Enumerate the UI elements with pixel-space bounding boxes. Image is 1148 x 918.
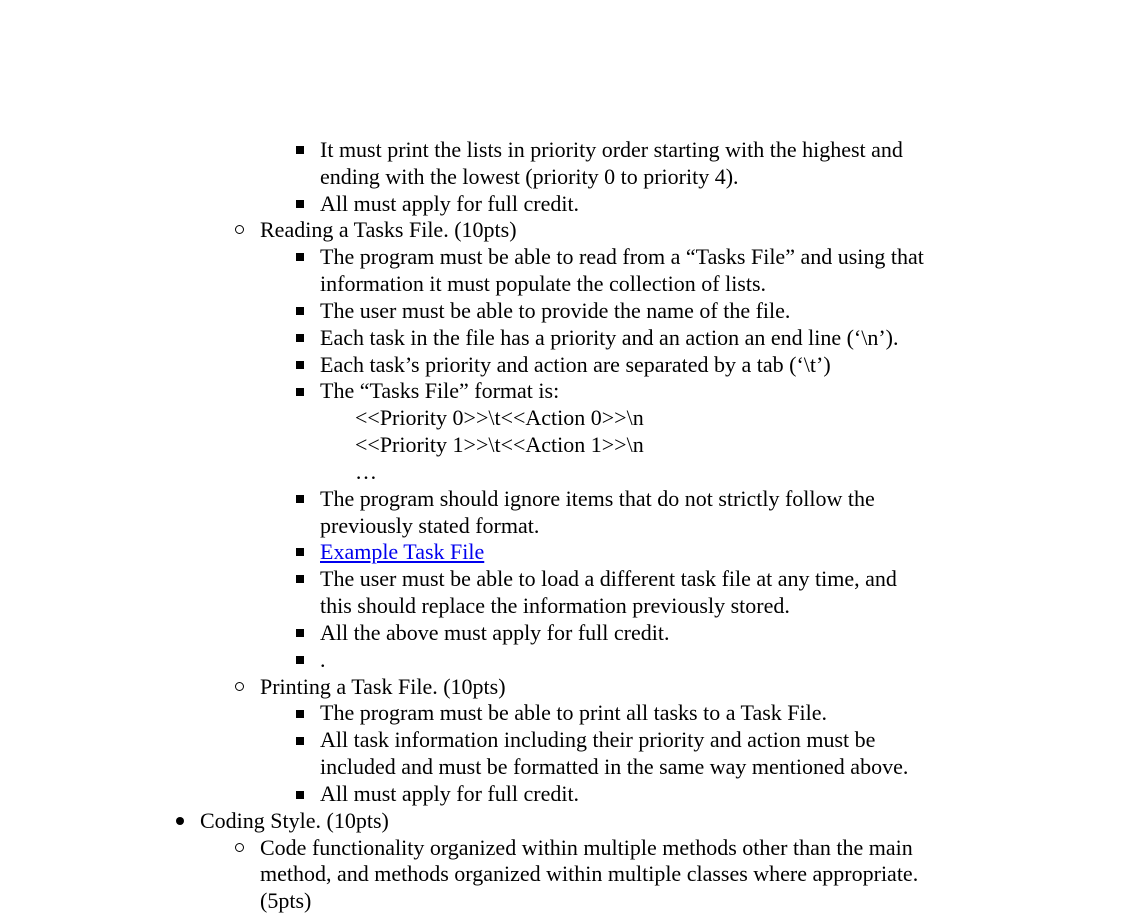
list-item-text: All must apply for full credit. <box>320 781 580 806</box>
square-bullet-icon <box>296 575 304 583</box>
square-bullet-icon <box>296 656 304 664</box>
square-bullet-icon <box>296 146 304 154</box>
square-bullet-icon <box>296 388 304 396</box>
list-item-text: method, and methods organized within multiple classes where appropriate. <box>260 861 919 886</box>
list-item-text: The user must be able to provide the name of the file. <box>320 298 791 323</box>
square-bullet-icon <box>296 791 304 799</box>
list-item-text: Each task in the file has a priority and an action an end line (‘\n’). <box>320 325 899 350</box>
top-level-heading: Coding Style. (10pts) <box>200 808 389 833</box>
list-item-text: The program must be able to print all tasks to a Task File. <box>320 700 828 725</box>
list-item-text: The program should ignore items that do not strictly follow the <box>320 486 875 511</box>
square-bullet-icon <box>296 548 304 556</box>
square-bullet-icon <box>296 200 304 208</box>
circle-bullet-icon <box>235 843 244 852</box>
list-item-text: The program must be able to read from a “Tasks File” and using that <box>320 244 924 269</box>
square-bullet-icon <box>296 253 304 261</box>
section-heading: Reading a Tasks File. (10pts) <box>260 217 517 242</box>
format-line: <<Priority 1>>\t<<Action 1>>\n <box>355 432 644 457</box>
list-item-text: The “Tasks File” format is: <box>320 378 560 403</box>
square-bullet-icon <box>296 629 304 637</box>
square-bullet-icon <box>296 334 304 342</box>
list-item-text: The user must be able to load a different task file at any time, and <box>320 566 897 591</box>
square-bullet-icon <box>296 495 304 503</box>
example-task-file-link[interactable]: Example Task File <box>320 539 485 564</box>
list-item-text: Code functionality organized within multiple methods other than the main <box>260 835 913 860</box>
list-item-text <box>320 538 484 565</box>
circle-bullet-icon <box>235 682 244 691</box>
list-item-text: ending with the lowest (priority 0 to priority 4). <box>320 164 739 189</box>
list-item-text: this should replace the information previously stored. <box>320 593 790 618</box>
list-item-text: All task information including their priority and action must be <box>320 727 876 752</box>
list-item-text: It must print the lists in priority order starting with the highest and <box>320 137 903 162</box>
list-item-text: included and must be formatted in the same way mentioned above. <box>320 754 909 779</box>
square-bullet-icon <box>296 361 304 369</box>
square-bullet-icon <box>296 710 304 718</box>
list-item-text: previously stated format. <box>320 513 540 538</box>
list-item-text: (5pts) <box>260 888 312 913</box>
list-item-text: . <box>320 647 326 672</box>
list-item-text: information it must populate the collection of lists. <box>320 271 767 296</box>
format-line: <<Priority 0>>\t<<Action 0>>\n <box>355 405 644 430</box>
circle-bullet-icon <box>235 225 244 234</box>
square-bullet-icon <box>296 307 304 315</box>
list-item-text: Each task’s priority and action are separated by a tab (‘\t’) <box>320 352 831 377</box>
format-ellipsis: … <box>355 459 377 484</box>
square-bullet-icon <box>296 737 304 745</box>
list-item-text: All must apply for full credit. <box>320 191 580 216</box>
section-heading: Printing a Task File. (10pts) <box>260 674 506 699</box>
list-item-text: All the above must apply for full credit. <box>320 620 670 645</box>
disc-bullet-icon <box>176 817 184 825</box>
